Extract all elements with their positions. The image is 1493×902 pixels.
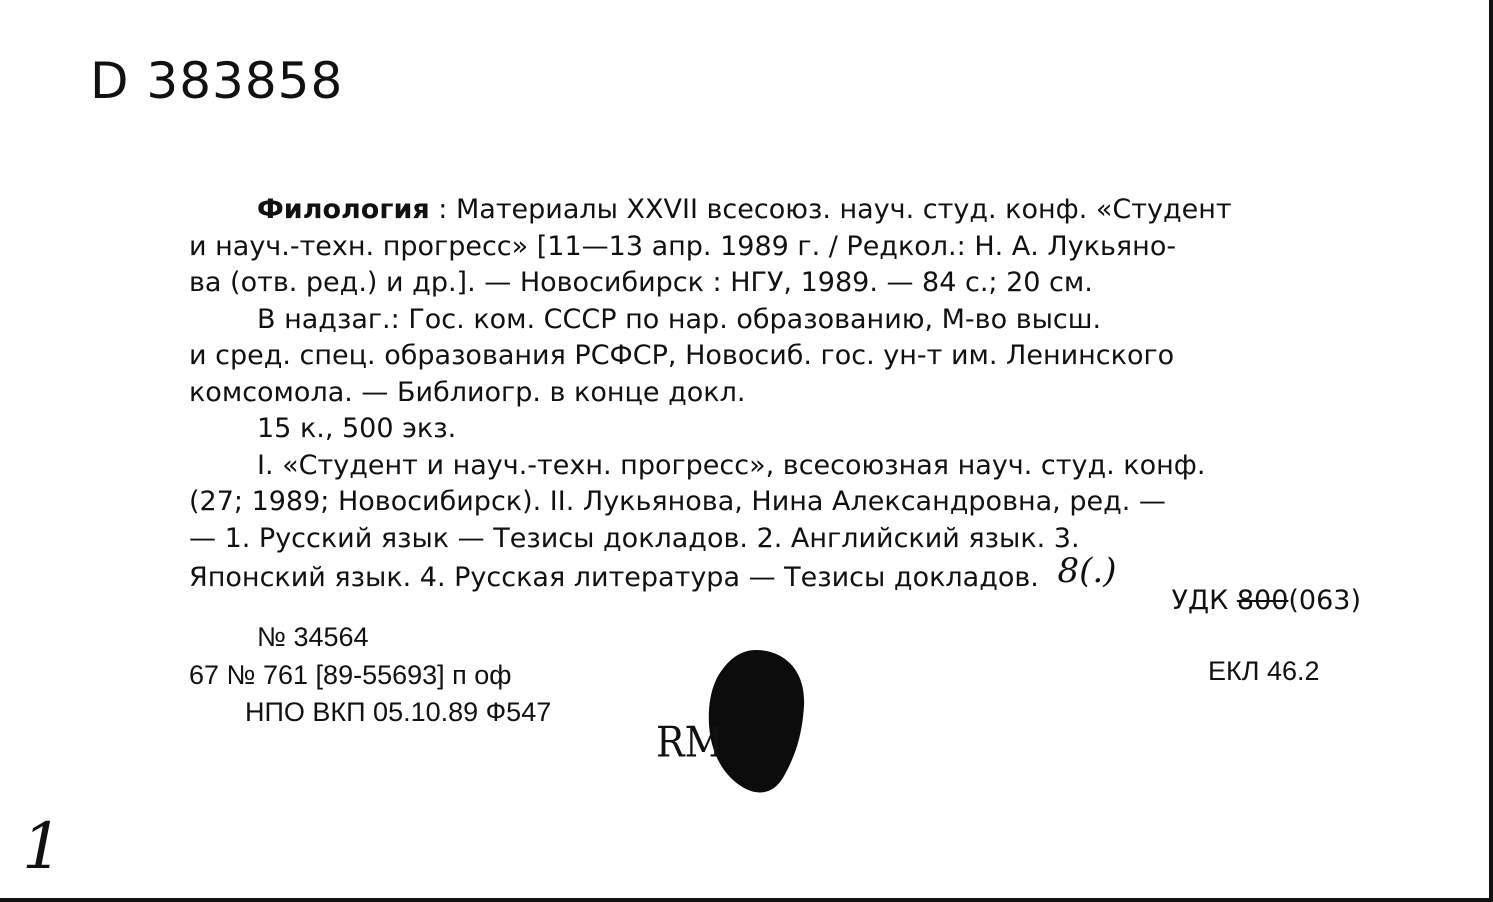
udk-label: УДК	[1171, 585, 1229, 616]
udk-line	[1172, 585, 1361, 616]
subject-line-3: — 1. Русский язык — Тезисы докладов. 2. Английский язык. 3.	[189, 522, 1080, 554]
order-line: 67 № 761 [89-55693] п оф	[189, 660, 512, 690]
title-line	[189, 192, 1361, 229]
ekl-classification: ЕКЛ 46.2	[1208, 656, 1320, 686]
bibliographic-description	[189, 192, 1361, 597]
udk-struck-code: 800	[1236, 585, 1289, 616]
stamp-letters: RM	[656, 717, 724, 767]
title-rest: : Материалы XXVII всесоюз. науч. студ. конф. «Студент	[429, 194, 1232, 225]
title: Филология	[257, 194, 430, 225]
price-line: 15 к., 500 экз.	[257, 413, 457, 444]
card-number: D 383858	[90, 52, 344, 110]
description-line-2: и науч.-техн. прогресс» [11—13 апр. 1989 г. / Редкол.: Н. А. Лукьяно-	[189, 230, 1177, 262]
record-number: № 34564	[257, 622, 369, 652]
subject-line-1: I. «Студент и науч.-техн. прогресс», всесоюзная науч. студ. конф.	[257, 449, 1206, 481]
printer-line: НПО ВКП 05.10.89 Ф547	[245, 697, 552, 727]
subject-line-2: (27; 1989; Новосибирск). II. Лукьянова, Нина Александровна, ред. —	[189, 486, 1166, 517]
udk-rest: (063)	[1288, 585, 1361, 616]
handwritten-corner-number: 1	[22, 810, 63, 884]
handwritten-udk-correction: 8(.)	[1057, 551, 1117, 591]
note-line-2: и сред. спец. образования РСФСР, Новосиб. гос. ун-т им. Ленинского	[189, 340, 1175, 371]
note-line-3: комсомола. — Библиогр. в конце докл.	[189, 376, 746, 408]
subject-line-4-text: Японский язык. 4. Русская литература — Тезисы докладов.	[189, 562, 1039, 593]
note-line-1: В надзаг.: Гос. ком. СССР по нар. образованию, М-во высш.	[257, 303, 1102, 335]
description-line-3: ва (отв. ред.) и др.]. — Новосибирск : НГУ, 1989. — 84 с.; 20 см.	[189, 267, 1093, 298]
